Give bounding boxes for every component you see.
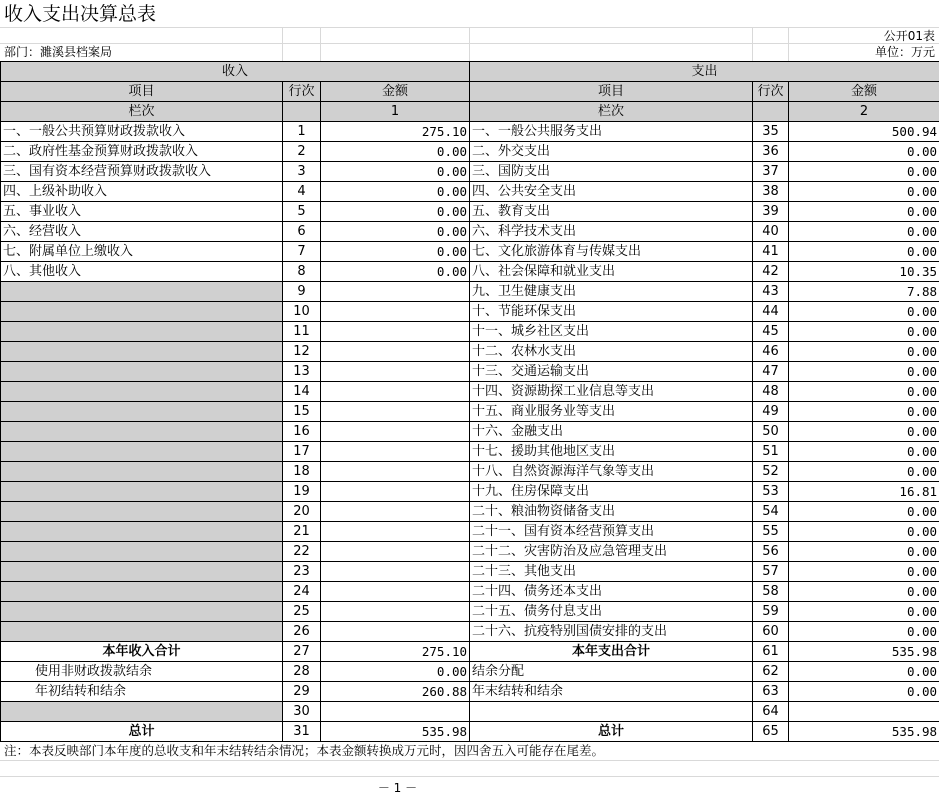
income-item-cell: 八、其他收入 [1,262,283,282]
income-row-no-cell: 4 [283,182,321,202]
expense-item-cell: 二十二、灾害防治及应急管理支出 [470,542,753,562]
income-header: 收入 [1,62,470,82]
income-total-label: 本年收入合计 [1,642,283,662]
income-amount-cell [321,322,470,342]
expense-item-cell: 五、教育支出 [470,202,753,222]
expense-item-cell [470,702,753,722]
table-row [1,542,939,562]
expense-item-cell: 三、国防支出 [470,162,753,182]
expense-item-cell: 十六、金融支出 [470,422,753,442]
income-item-cell [1,582,283,602]
expense-amount-cell: 500.94 [789,122,939,142]
page-number: － 1 － [0,779,795,796]
income-amount-cell: 0.00 [321,262,470,282]
expense-amount-cell: 0.00 [789,322,939,342]
expense-amount-cell: 0.00 [789,222,939,242]
income-amount-cell: 0.00 [321,242,470,262]
expense-total-amount: 535.98 [789,642,939,662]
expense-row-no-cell: 43 [753,282,789,302]
expense-item-cell: 二十三、其他支出 [470,562,753,582]
expense-amount-cell: 0.00 [789,682,939,702]
table-row [1,362,939,382]
table-row [1,322,939,342]
income-item-cell [1,482,283,502]
income-amount-cell [321,422,470,442]
expense-total-label: 本年支出合计 [470,642,753,662]
expense-row-no-cell: 55 [753,522,789,542]
expense-amount-cell: 0.00 [789,342,939,362]
income-amount-cell [321,582,470,602]
income-item-cell [1,502,283,522]
expense-row-no-cell: 46 [753,342,789,362]
income-row-no-cell: 19 [283,482,321,502]
expense-amount-cell: 0.00 [789,182,939,202]
income-amount-cell [321,462,470,482]
expense-amount-cell: 0.00 [789,662,939,682]
footnote: 注：本表反映部门本年度的总收支和年末结转结余情况；本表金额转换成万元时，因四舍五入可能存在尾差。 [4,742,604,760]
expense-row-no-cell: 56 [753,542,789,562]
income-row-no-header: 行次 [283,82,321,102]
income-item-cell [1,542,283,562]
income-item-cell [1,362,283,382]
table-row [1,262,939,282]
expense-item-cell: 十九、住房保障支出 [470,482,753,502]
table-row [1,182,939,202]
expense-item-cell: 二、外交支出 [470,142,753,162]
income-row-no-cell: 15 [283,402,321,422]
department-label: 部门：濉溪县档案局 [4,44,112,60]
income-row-no-cell: 3 [283,162,321,182]
table-row [1,142,939,162]
income-row-no-cell: 9 [283,282,321,302]
income-amount-cell: 0.00 [321,662,470,682]
expense-row-no-cell: 60 [753,622,789,642]
table-row [1,342,939,362]
unit-label: 单位：万元 [875,44,935,60]
expense-row-no-cell: 54 [753,502,789,522]
income-item-cell [1,702,283,722]
table-row [1,462,939,482]
expense-item-cell: 十八、自然资源海洋气象等支出 [470,462,753,482]
page-title: 收入支出决算总表 [4,2,156,26]
income-amount-cell [321,442,470,462]
income-amount-cell [321,482,470,502]
income-item-cell [1,522,283,542]
expense-amount-header: 金额 [789,82,939,102]
income-row-no-cell: 12 [283,342,321,362]
expense-row-no-cell: 37 [753,162,789,182]
table-row [1,562,939,582]
expense-row-no-cell: 62 [753,662,789,682]
expense-item-cell: 十五、商业服务业等支出 [470,402,753,422]
income-item-cell [1,282,283,302]
expense-item-cell: 二十五、债务付息支出 [470,602,753,622]
income-amount-cell [321,562,470,582]
income-item-cell [1,602,283,622]
table-row [1,202,939,222]
table-row [1,382,939,402]
table-row [1,442,939,462]
expense-item-cell: 十二、农林水支出 [470,342,753,362]
expense-item-cell: 十七、援助其他地区支出 [470,442,753,462]
expense-item-cell: 年末结转和结余 [470,682,753,702]
income-amount-cell [321,542,470,562]
expense-row-no-cell: 52 [753,462,789,482]
income-item-cell [1,422,283,442]
grand-total-row-no-right: 65 [753,722,789,742]
income-item-cell: 三、国有资本经营预算财政拨款收入 [1,162,283,182]
expense-amount-cell: 0.00 [789,522,939,542]
expense-amount-cell: 0.00 [789,382,939,402]
table-row [1,482,939,502]
income-row-no-cell: 11 [283,322,321,342]
expense-column-index: 2 [789,102,939,122]
grand-total-label-left: 总计 [1,722,283,742]
expense-amount-cell: 0.00 [789,542,939,562]
income-amount-cell [321,702,470,722]
expense-total-row-no: 61 [753,642,789,662]
expense-row-no-cell: 57 [753,562,789,582]
income-amount-cell [321,502,470,522]
table-row [1,302,939,322]
expense-item-cell: 八、社会保障和就业支出 [470,262,753,282]
income-item-cell: 二、政府性基金预算财政拨款收入 [1,142,283,162]
income-row-no-cell: 28 [283,662,321,682]
table-row [1,702,939,722]
income-item-cell [1,402,283,422]
income-amount-cell [321,362,470,382]
income-row-no-cell: 5 [283,202,321,222]
income-item-cell: 七、附属单位上缴收入 [1,242,283,262]
income-amount-cell [321,522,470,542]
table-row [1,622,939,642]
income-amount-header: 金额 [321,82,470,102]
income-row-no-cell: 2 [283,142,321,162]
expense-row-no-cell: 49 [753,402,789,422]
income-total-row-no: 27 [283,642,321,662]
table-row [1,682,939,702]
expense-row-no-cell: 50 [753,422,789,442]
income-row-no-cell: 23 [283,562,321,582]
table-row [1,582,939,602]
income-row-no-cell: 29 [283,682,321,702]
income-amount-cell: 0.00 [321,182,470,202]
income-column-label: 栏次 [1,102,283,122]
expense-item-cell: 十四、资源勘探工业信息等支出 [470,382,753,402]
expense-amount-cell: 0.00 [789,302,939,322]
table-row [1,422,939,442]
income-amount-cell [321,382,470,402]
income-row-no-cell: 25 [283,602,321,622]
blank-cell [283,102,321,122]
expense-amount-cell: 0.00 [789,442,939,462]
blank-cell [753,102,789,122]
expense-row-no-header: 行次 [753,82,789,102]
expense-row-no-cell: 64 [753,702,789,722]
income-row-no-cell: 10 [283,302,321,322]
income-item-cell: 一、一般公共预算财政拨款收入 [1,122,283,142]
income-amount-cell: 275.10 [321,122,470,142]
expense-row-no-cell: 59 [753,602,789,622]
expense-amount-cell: 10.35 [789,262,939,282]
income-row-no-cell: 16 [283,422,321,442]
expense-item-cell: 四、公共安全支出 [470,182,753,202]
income-row-no-cell: 6 [283,222,321,242]
expense-item-cell: 二十一、国有资本经营预算支出 [470,522,753,542]
expense-item-header: 项目 [470,82,753,102]
income-row-no-cell: 20 [283,502,321,522]
expense-row-no-cell: 53 [753,482,789,502]
expense-row-no-cell: 63 [753,682,789,702]
expense-row-no-cell: 45 [753,322,789,342]
table-row [1,242,939,262]
expense-amount-cell: 0.00 [789,582,939,602]
table-row [1,642,939,662]
expense-amount-cell: 0.00 [789,422,939,442]
expense-item-cell: 十一、城乡社区支出 [470,322,753,342]
expense-row-no-cell: 35 [753,122,789,142]
expense-amount-cell: 0.00 [789,242,939,262]
expense-header: 支出 [470,62,939,82]
expense-item-cell: 二十、粮油物资储备支出 [470,502,753,522]
expense-amount-cell: 0.00 [789,162,939,182]
table-row [1,162,939,182]
expense-amount-cell: 0.00 [789,622,939,642]
expense-amount-cell: 0.00 [789,562,939,582]
grand-total-label-right: 总计 [470,722,753,742]
grand-total-row-no-left: 31 [283,722,321,742]
expense-row-no-cell: 36 [753,142,789,162]
table-row [1,282,939,302]
income-amount-cell: 0.00 [321,202,470,222]
income-item-cell [1,442,283,462]
expense-item-cell: 六、科学技术支出 [470,222,753,242]
income-item-cell [1,562,283,582]
table-row [1,222,939,242]
expense-item-cell: 二十四、债务还本支出 [470,582,753,602]
expense-row-no-cell: 51 [753,442,789,462]
income-item-cell: 使用非财政拨款结余 [1,662,283,682]
expense-amount-cell [789,702,939,722]
income-row-no-cell: 26 [283,622,321,642]
income-row-no-cell: 14 [283,382,321,402]
table-row [1,122,939,142]
income-row-no-cell: 8 [283,262,321,282]
table-row [1,402,939,422]
income-item-cell [1,462,283,482]
expense-amount-cell: 7.88 [789,282,939,302]
expense-amount-cell: 0.00 [789,462,939,482]
income-amount-cell [321,622,470,642]
income-row-no-cell: 18 [283,462,321,482]
expense-item-cell: 十三、交通运输支出 [470,362,753,382]
income-item-cell: 四、上级补助收入 [1,182,283,202]
expense-amount-cell: 16.81 [789,482,939,502]
table-row [1,662,939,682]
grand-total-amount-left: 535.98 [321,722,470,742]
income-amount-cell [321,282,470,302]
income-total-amount: 275.10 [321,642,470,662]
income-row-no-cell: 22 [283,542,321,562]
summary-table [0,61,939,742]
table-row [1,502,939,522]
expense-row-no-cell: 42 [753,262,789,282]
income-item-cell [1,322,283,342]
income-amount-cell: 0.00 [321,222,470,242]
income-amount-cell [321,302,470,322]
table-row [1,602,939,622]
expense-row-no-cell: 41 [753,242,789,262]
expense-amount-cell: 0.00 [789,402,939,422]
expense-amount-cell: 0.00 [789,202,939,222]
expense-row-no-cell: 40 [753,222,789,242]
income-item-cell [1,342,283,362]
form-number: 公开01表 [884,28,935,44]
expense-item-cell: 七、文化旅游体育与传媒支出 [470,242,753,262]
income-amount-cell: 0.00 [321,162,470,182]
income-amount-cell [321,402,470,422]
expense-row-no-cell: 39 [753,202,789,222]
income-row-no-cell: 17 [283,442,321,462]
expense-item-cell: 结余分配 [470,662,753,682]
expense-row-no-cell: 44 [753,302,789,322]
expense-amount-cell: 0.00 [789,142,939,162]
expense-row-no-cell: 48 [753,382,789,402]
income-row-no-cell: 13 [283,362,321,382]
income-item-cell: 五、事业收入 [1,202,283,222]
expense-amount-cell: 0.00 [789,502,939,522]
expense-item-cell: 一、一般公共服务支出 [470,122,753,142]
expense-column-label: 栏次 [470,102,753,122]
income-amount-cell: 0.00 [321,142,470,162]
expense-item-cell: 九、卫生健康支出 [470,282,753,302]
income-row-no-cell: 21 [283,522,321,542]
expense-item-cell: 二十六、抗疫特别国债安排的支出 [470,622,753,642]
income-row-no-cell: 1 [283,122,321,142]
income-amount-cell [321,602,470,622]
income-amount-cell: 260.88 [321,682,470,702]
expense-row-no-cell: 58 [753,582,789,602]
expense-row-no-cell: 38 [753,182,789,202]
income-row-no-cell: 24 [283,582,321,602]
income-row-no-cell: 7 [283,242,321,262]
income-column-index: 1 [321,102,470,122]
grand-total-amount-right: 535.98 [789,722,939,742]
expense-row-no-cell: 47 [753,362,789,382]
table-row [1,722,939,742]
income-item-cell: 六、经营收入 [1,222,283,242]
income-item-cell [1,302,283,322]
table-row [1,522,939,542]
income-item-cell: 年初结转和结余 [1,682,283,702]
income-amount-cell [321,342,470,362]
expense-amount-cell: 0.00 [789,362,939,382]
income-row-no-cell: 30 [283,702,321,722]
income-item-cell [1,382,283,402]
expense-item-cell: 十、节能环保支出 [470,302,753,322]
income-item-cell [1,622,283,642]
income-item-header: 项目 [1,82,283,102]
expense-amount-cell: 0.00 [789,602,939,622]
